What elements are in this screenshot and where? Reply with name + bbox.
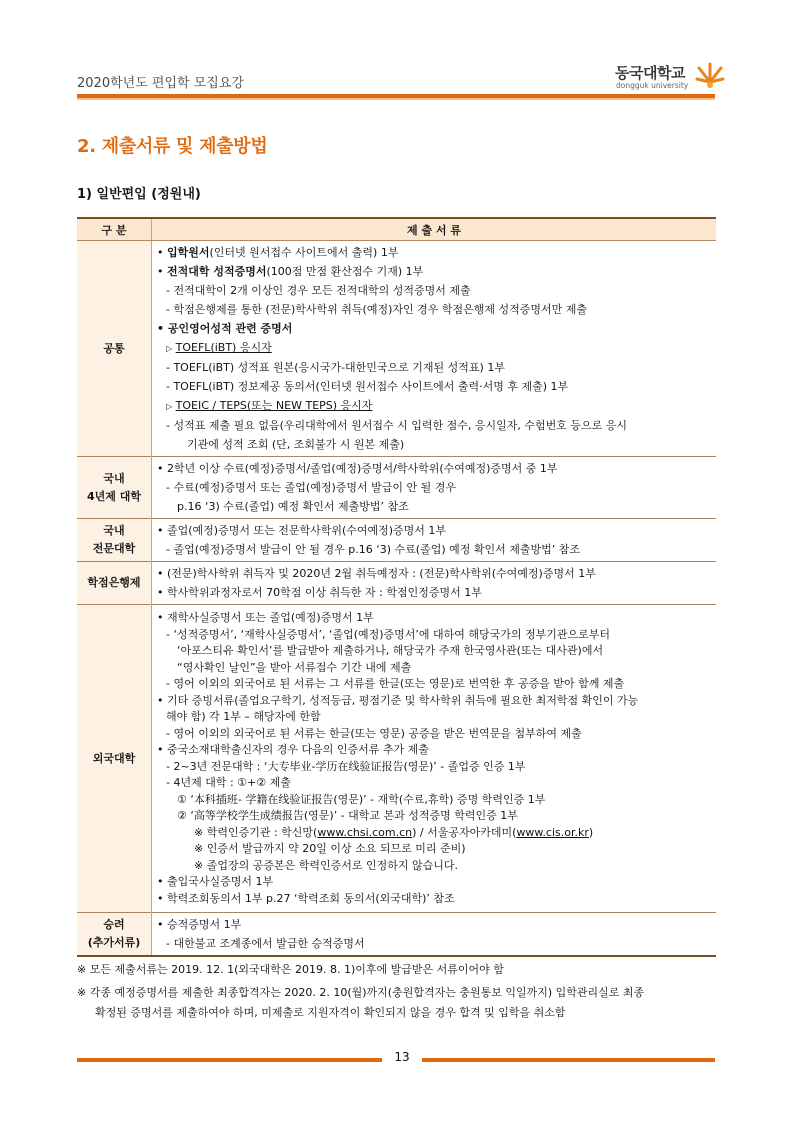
list-item: - 영어 이외의 외국어로 된 서류는 한글(또는 영문) 공증을 받은 번역문을 첨부하여 제출 bbox=[166, 726, 582, 740]
list-item: • 학사학위과정자로서 70학점 이상 취득한 자 : 학점인정증명서 1부 bbox=[157, 586, 482, 599]
table-row bbox=[77, 457, 716, 519]
category-monk: 승려 (추가서류) bbox=[77, 913, 152, 957]
header-title: 2020학년도 편입학 모집요강 bbox=[77, 76, 244, 91]
col-documents-header: 제 출 서 류 bbox=[152, 218, 717, 241]
list-item: - 졸업(예정)증명서 발급이 안 될 경우 p.16 ‘3) 수료(졸업) 예정 확인서 제출방법’ 참조 bbox=[166, 543, 581, 556]
table-row bbox=[77, 605, 716, 913]
list-item: - 수료(예정)증명서 또는 졸업(예정)증명서 발급이 안 될 경우 bbox=[166, 481, 457, 494]
list-item: ① ‘本科插班- 学籍在线验证报告(영문)’ - 재학(수료,휴학) 증명 학력인증 1부 bbox=[177, 792, 546, 806]
header-bar-light bbox=[77, 98, 715, 100]
note-issue-date: ※ 모든 제출서류는 2019. 12. 1(외국대학은 2019. 8. 1)이후에 발급받은 서류이어야 함 bbox=[77, 963, 504, 976]
list-item: - 2~3년 전문대학 : ‘大专毕业-学历在线验证报告(영문)’ - 졸업증 인증 1부 bbox=[166, 759, 526, 773]
list-item: • 중국소재대학출신자의 경우 다음의 인증서류 추가 제출 bbox=[157, 743, 429, 756]
list-item: ※ 졸업장의 공증본은 학력인증서로 인정하지 않습니다. bbox=[194, 858, 458, 872]
list-item: - 성적표 제출 필요 없음(우리대학에서 원서접수 시 입력한 점수, 응시일자, 수험번호 등으로 응시 bbox=[166, 419, 627, 432]
list-item: ▷ TOEIC / TEPS(또는 NEW TEPS) 응시자 bbox=[166, 399, 373, 412]
list-item: - TOEFL(iBT) 성적표 원본(응시국가-대한민국으로 기재된 성적표) 1부 bbox=[166, 361, 505, 374]
university-logo bbox=[615, 60, 725, 96]
list-item: • 전적대학 성적증명서(100점 만점 환산점수 기재) 1부 bbox=[157, 265, 424, 278]
footer-bar-left bbox=[77, 1058, 382, 1062]
foreign-university-documents bbox=[152, 605, 717, 913]
list-item: “영사확인 날인”을 받아 서류접수 기간 내에 제출 bbox=[177, 660, 412, 674]
list-item: ※ 학력인증기관 : 학신망(www.chsi.com.cn) / 서울공자아카데미(www.cis.or.kr) bbox=[194, 825, 594, 839]
list-item: - 대한불교 조계종에서 발급한 승적증명서 bbox=[166, 937, 365, 950]
triangle-icon: ▷ bbox=[166, 402, 173, 411]
common-documents bbox=[152, 241, 717, 457]
table-row bbox=[77, 519, 716, 562]
note-final-certificate: ※ 각종 예정증명서를 제출한 최종합격자는 2020. 2. 10(월)까지(충원합격자는 충원통보 익일까지) 입학관리실로 최종 bbox=[77, 986, 645, 999]
triangle-icon: ▷ bbox=[166, 344, 173, 353]
page-number: 13 bbox=[394, 1050, 410, 1064]
subsection-title: 1) 일반편입 (정원내) bbox=[77, 187, 201, 202]
documents-table bbox=[77, 217, 716, 957]
table-row bbox=[77, 562, 716, 605]
list-item: • 승적증명서 1부 bbox=[157, 918, 242, 931]
list-item: • 입학원서(인터넷 원서접수 사이트에서 출력) 1부 bbox=[157, 246, 399, 259]
list-item: • 기타 증빙서류(졸업요구학기, 성적등급, 평점기준 및 학사학위 취득에 필요한 최저학점 확인이 가능 bbox=[157, 693, 639, 707]
logo-flame-icon bbox=[695, 60, 725, 90]
list-item: - 영어 이외의 외국어로 된 서류는 그 서류를 한글(또는 영문)로 번역한 후 공증을 받아 함께 제출 bbox=[166, 677, 625, 690]
category-foreign-university: 외국대학 bbox=[77, 605, 152, 913]
footer-bar-right bbox=[422, 1058, 715, 1062]
list-item: 해야 함) 각 1부 – 해당자에 한함 bbox=[166, 710, 321, 723]
table-row bbox=[77, 913, 716, 957]
credit-bank-documents bbox=[152, 562, 717, 605]
list-item: - 전적대학이 2개 이상인 경우 모든 전적대학의 성적증명서 제출 bbox=[166, 284, 471, 297]
list-item: ② ‘高等学校学生成绩报告(영문)’ - 대학교 본과 성적증명 학력인증 1부 bbox=[177, 809, 518, 822]
logo-korean: 동국대학교 bbox=[615, 64, 685, 82]
list-item: - ‘성적증명서’, ‘재학사실증명서’, ‘졸업(예정)증명서’에 대하여 해당국가의 정부기관으로부터 bbox=[166, 627, 611, 641]
cis-link[interactable]: www.cis.or.kr bbox=[516, 825, 589, 839]
list-item: • 출입국사실증명서 1부 bbox=[157, 875, 274, 888]
category-junior-college: 국내 전문대학 bbox=[77, 519, 152, 562]
list-item: ▷ TOEFL(iBT) 응시자 bbox=[166, 341, 272, 354]
monk-documents bbox=[152, 913, 717, 957]
table-header-row bbox=[77, 218, 716, 241]
list-item: • 졸업(예정)증명서 또는 전문학사학위(수여예정)증명서 1부 bbox=[157, 524, 447, 537]
list-item: - 4년제 대학 : ①+② 제출 bbox=[166, 776, 291, 789]
category-domestic-4yr: 국내 4년제 대학 bbox=[77, 457, 152, 519]
section-title: 2. 제출서류 및 제출방법 bbox=[77, 136, 268, 157]
category-credit-bank: 학점은행제 bbox=[77, 562, 152, 605]
col-category-header: 구 분 bbox=[77, 218, 152, 241]
list-item: • 학력조회동의서 1부 p.27 ‘학력조회 동의서(외국대학)’ 참조 bbox=[157, 891, 455, 905]
list-item: - TOEFL(iBT) 정보제공 동의서(인터넷 원서접수 사이트에서 출력·서명 후 제출) 1부 bbox=[166, 380, 569, 393]
domestic-4yr-documents bbox=[152, 457, 717, 519]
list-item: - 학점은행제를 통한 (전문)학사학위 취득(예정)자인 경우 학점은행제 성적증명서만 제출 bbox=[166, 303, 588, 316]
list-item: • 재학사실증명서 또는 졸업(예정)증명서 1부 bbox=[157, 611, 374, 624]
list-item: p.16 ‘3) 수료(졸업) 예정 확인서 제출방법’ 참조 bbox=[177, 500, 409, 513]
list-item: 기관에 성적 조회 (단, 조회불가 시 원본 제출) bbox=[187, 438, 405, 451]
logo-english: dongguk university bbox=[616, 81, 689, 90]
list-item: ‘아포스티유 확인서’를 발급받아 제출하거나, 해당국가 주재 한국영사관(또는 대사관)에서 bbox=[177, 644, 604, 657]
category-common: 공통 bbox=[77, 241, 152, 457]
junior-college-documents bbox=[152, 519, 717, 562]
list-item: • 공인영어성적 관련 증명서 bbox=[157, 322, 293, 335]
list-item: • 2학년 이상 수료(예정)증명서/졸업(예정)증명서/학사학위(수여예정)증명서 중 1부 bbox=[157, 462, 558, 475]
table-row bbox=[77, 241, 716, 457]
list-item: • (전문)학사학위 취득자 및 2020년 2월 취득예정자 : (전문)학사학위(수여예정)증명서 1부 bbox=[157, 567, 596, 580]
chsi-link[interactable]: www.chsi.com.cn bbox=[317, 825, 413, 839]
list-item: ※ 인증서 발급까지 약 20일 이상 소요 되므로 미리 준비) bbox=[194, 842, 466, 855]
note-final-certificate-cont: 확정된 증명서를 제출하여야 하며, 미제출로 지원자격이 확인되지 않을 경우 합격 및 입학을 취소함 bbox=[95, 1006, 566, 1019]
